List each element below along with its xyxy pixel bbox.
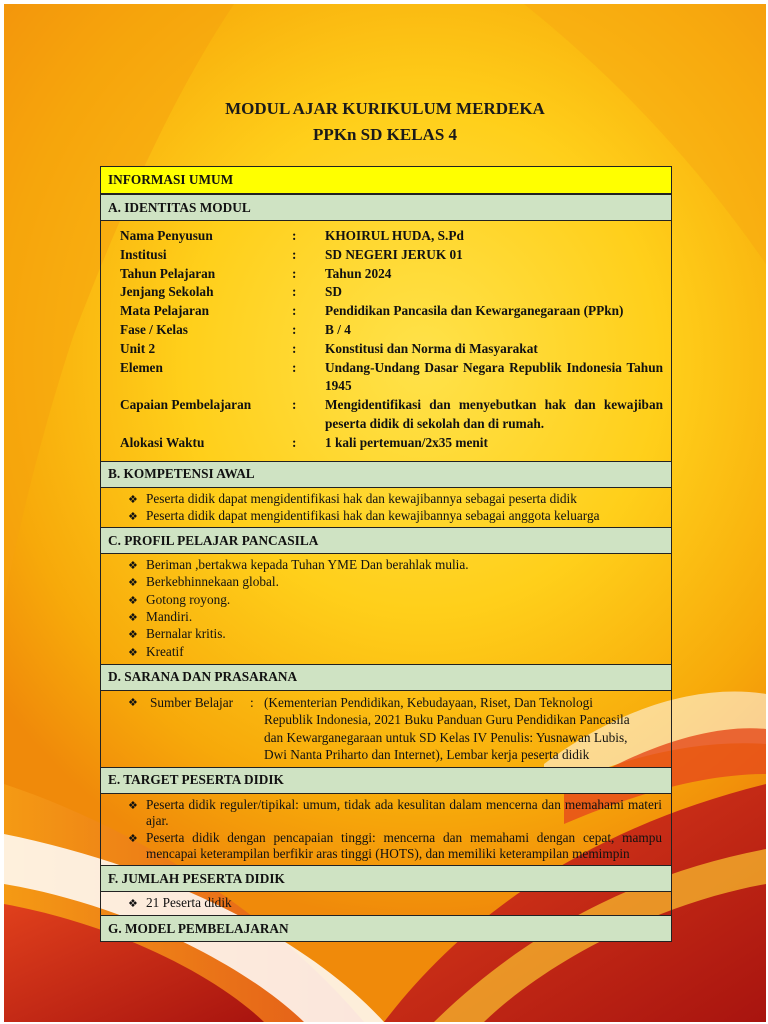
list-item bbox=[108, 626, 664, 643]
sarana-header: D. SARANA DAN PRASARANA bbox=[101, 664, 671, 691]
list-item bbox=[108, 592, 664, 609]
diamond-bullet-icon: ❖ bbox=[128, 560, 138, 573]
list-item-text: Mandiri. bbox=[146, 609, 193, 625]
diamond-bullet-icon: ❖ bbox=[128, 898, 138, 911]
identitas-row bbox=[108, 434, 664, 453]
row-value: Pendidikan Pancasila dan Kewarganegaraan (PPkn) bbox=[325, 303, 624, 319]
row-value: SD bbox=[325, 284, 342, 300]
list-item-text: Peserta didik dapat mengidentifikasi hak dan kewajibannya sebagai anggota keluarga bbox=[146, 507, 600, 523]
list-item-text: Peserta didik dengan pencapaian tinggi: mencerna dan memahami dengan cepat, mampu mencapai keterampilan berfikir aras tinggi (HOTS), dan memiliki keterampilan memimpin bbox=[146, 829, 662, 861]
identitas-row bbox=[108, 227, 664, 246]
sumber-line: (Kementerian Pendidikan, Kebudayaan, Riset, Dan Teknologi bbox=[264, 694, 593, 710]
list-item-text: Beriman ,bertakwa kepada Tuhan YME Dan berahlak mulia. bbox=[146, 557, 469, 573]
identitas-row bbox=[108, 246, 664, 265]
row-colon: : bbox=[292, 434, 297, 450]
jumlah-section bbox=[101, 892, 671, 915]
row-colon: : bbox=[292, 284, 297, 300]
model-header: G. MODEL PEMBELAJARAN bbox=[101, 915, 671, 942]
list-item-text: Peserta didik dapat mengidentifikasi hak dan kewajibannya sebagai peserta didik bbox=[146, 490, 577, 506]
module-table bbox=[100, 166, 672, 942]
row-label: Capaian Pembelajaran bbox=[120, 397, 252, 413]
diamond-bullet-icon: ❖ bbox=[128, 629, 138, 642]
identitas-row bbox=[108, 359, 664, 397]
row-label: Jenjang Sekolah bbox=[120, 284, 214, 300]
identitas-header: A. IDENTITAS MODUL bbox=[101, 194, 671, 221]
identitas-row bbox=[108, 340, 664, 359]
list-item bbox=[108, 609, 664, 626]
list-item-text: Kreatif bbox=[146, 643, 184, 659]
sumber-belajar-colon: : bbox=[250, 694, 254, 710]
target-section bbox=[101, 794, 671, 865]
identitas-row bbox=[108, 321, 664, 340]
row-value: Konstitusi dan Norma di Masyarakat bbox=[325, 340, 538, 356]
list-item-text: Bernalar kritis. bbox=[146, 626, 226, 642]
kompetensi-header: B. KOMPETENSI AWAL bbox=[101, 461, 671, 488]
row-colon: : bbox=[292, 321, 297, 337]
sumber-belajar-row bbox=[108, 694, 664, 764]
row-colon: : bbox=[292, 359, 297, 375]
list-item-text: 21 Peserta didik bbox=[146, 895, 232, 911]
row-label: Mata Pelajaran bbox=[120, 303, 209, 319]
diamond-bullet-icon: ❖ bbox=[128, 577, 138, 590]
row-label: Tahun Pelajaran bbox=[120, 265, 216, 281]
kompetensi-section bbox=[101, 488, 671, 528]
sumber-belajar-label: Sumber Belajar bbox=[150, 694, 234, 710]
diamond-bullet-icon: ❖ bbox=[128, 594, 138, 607]
row-label: Fase / Kelas bbox=[120, 321, 188, 337]
sarana-section bbox=[101, 691, 671, 767]
row-value: Mengidentifikasi dan menyebutkan hak dan kewajiban peserta didik di sekolah dan di rumah. bbox=[325, 397, 663, 431]
row-value: B / 4 bbox=[325, 321, 351, 337]
sumber-belajar-lines bbox=[264, 694, 664, 764]
diamond-bullet-icon: ❖ bbox=[128, 646, 138, 659]
list-item bbox=[108, 557, 664, 574]
row-colon: : bbox=[292, 265, 297, 281]
row-colon: : bbox=[292, 246, 297, 262]
sumber-line: dan Kewarganegaraan untuk SD Kelas IV Penulis: Yusnawan Lubis, bbox=[264, 729, 628, 745]
identitas-row bbox=[108, 302, 664, 321]
list-item bbox=[108, 574, 664, 591]
list-item-text: Peserta didik reguler/tipikal: umum, tidak ada kesulitan dalam mencerna dan memahami materi ajar. bbox=[146, 796, 662, 829]
row-value: Tahun 2024 bbox=[325, 265, 392, 281]
list-item bbox=[108, 508, 664, 525]
row-label: Nama Penyusun bbox=[120, 228, 213, 243]
row-value: SD NEGERI JERUK 01 bbox=[325, 246, 463, 262]
list-item bbox=[108, 830, 664, 863]
row-colon: : bbox=[292, 228, 297, 243]
list-item bbox=[108, 895, 664, 912]
identitas-row bbox=[108, 283, 664, 302]
list-item-text: Gotong royong. bbox=[146, 591, 231, 607]
row-value: Undang-Undang Dasar Negara Republik Indonesia Tahun 1945 bbox=[325, 359, 663, 394]
page-background bbox=[4, 4, 766, 1022]
diamond-bullet-icon: ❖ bbox=[128, 832, 138, 845]
identitas-row bbox=[108, 396, 664, 434]
list-item bbox=[108, 797, 664, 830]
identitas-row bbox=[108, 265, 664, 284]
row-value: KHOIRUL HUDA, S.Pd bbox=[325, 228, 464, 243]
sumber-line: Republik Indonesia, 2021 Buku Panduan Guru Pendidikan Pancasila bbox=[264, 712, 630, 728]
list-item bbox=[108, 644, 664, 661]
row-colon: : bbox=[292, 397, 297, 413]
profil-section bbox=[101, 554, 671, 664]
row-colon: : bbox=[292, 303, 297, 319]
document-title: MODUL AJAR KURIKULUM MERDEKA bbox=[225, 99, 545, 118]
diamond-bullet-icon: ❖ bbox=[128, 799, 138, 812]
list-item bbox=[108, 491, 664, 508]
row-label: Institusi bbox=[120, 246, 167, 262]
document-subtitle: PPKn SD KELAS 4 bbox=[312, 125, 458, 144]
diamond-bullet-icon: ❖ bbox=[128, 612, 138, 625]
diamond-bullet-icon: ❖ bbox=[128, 493, 138, 506]
sumber-line: Dwi Nanta Priharto dan Internet), Lembar kerja peserta didik bbox=[264, 747, 590, 763]
target-header: E. TARGET PESERTA DIDIK bbox=[101, 767, 671, 794]
diamond-bullet-icon: ❖ bbox=[128, 510, 138, 523]
profil-header: C. PROFIL PELAJAR PANCASILA bbox=[101, 527, 671, 554]
identitas-section bbox=[101, 221, 671, 461]
jumlah-header: F. JUMLAH PESERTA DIDIK bbox=[101, 865, 671, 892]
row-label: Unit 2 bbox=[120, 340, 156, 356]
list-item-text: Berkebhinnekaan global. bbox=[146, 574, 279, 590]
row-value: 1 kali pertemuan/2x35 menit bbox=[325, 434, 488, 450]
row-label: Alokasi Waktu bbox=[120, 434, 205, 450]
diamond-bullet-icon: ❖ bbox=[128, 696, 138, 709]
informasi-umum-header: INFORMASI UMUM bbox=[101, 166, 671, 194]
row-colon: : bbox=[292, 340, 297, 356]
row-label: Elemen bbox=[120, 359, 163, 375]
